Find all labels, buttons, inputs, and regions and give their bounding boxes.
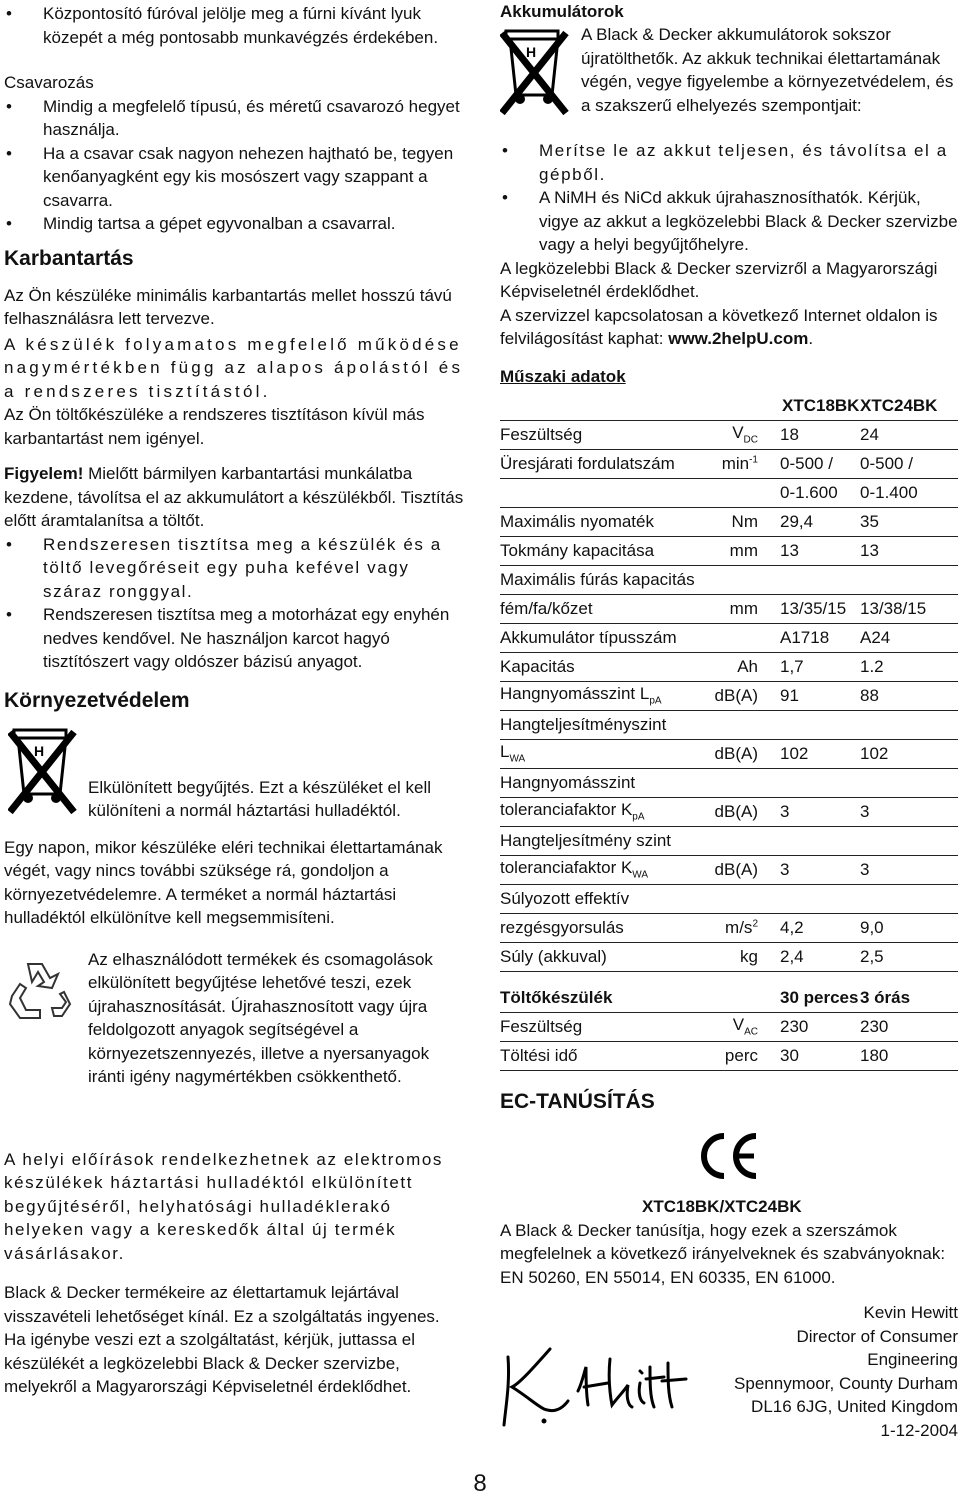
batteries-intro: A Black & Decker akkumulátorok sokszor újratölthetők. Az akkuk technikai élettartamának végén, vegye figyelembe a környezetvédelem, és a szakszerű elhelyezés szempontjait: [581,25,954,115]
ec-title: EC-TANÚSÍTÁS [500,1089,655,1113]
spec-row [500,652,958,681]
spec-unit [702,623,758,652]
spec-value [860,710,958,739]
service-url[interactable]: www.2helpU.com [668,329,809,348]
batteries-intro-block [500,23,958,127]
signatory-details: Kevin Hewitt Director of Consumer Engineering Spennymoor, County Durham DL16 6JG, United Kingdom 1-12-2004 [734,1303,958,1440]
spec-unit: $V_{AC}$ [702,1012,758,1041]
spec-value: 4,2 [780,913,860,942]
spec-unit [702,768,758,797]
separate-collection-block [4,722,464,826]
spec-unit [702,826,758,855]
environment-title: Környezetvédelem [4,688,190,712]
environment-paragraph: Black & Decker termékeire az élettartamuk lejártával visszavételi lehetőséget kínál. Ez a szolgáltatás ingyenes. Ha igénybe veszi ezt a szolgáltatást, kérjük, juttassa el készülékét a legközelebbi Black & Decker szervizbe, melyekről a Magyarországi Képviseletnél érdeklődhet. [4,1283,440,1396]
spec-value: 9,0 [860,913,958,942]
batteries-paragraph: A legközelebbi Black & Decker szervizről a Magyarországi Képviseletnél érdeklődhet. [500,258,938,301]
spec-value: 0-500 / [780,449,860,478]
spec-unit: mm [702,594,758,623]
charger-table [500,984,958,1071]
spec-value [860,826,958,855]
spec-value: 0-1.600 [780,478,860,507]
spec-value: 180 [860,1041,958,1070]
charger-header: 3 órás [860,984,958,1013]
spec-row [500,913,958,942]
battery-bullet: • Merítse le az akkut teljesen, és távolítsa el a gépből. [500,139,958,186]
warning-paragraph: Figyelem! Mielőtt bármilyen karbantartási munkálatba kezdene, távolítsa el az akkumulátort a készülékből. Tisztítás előtt áramtalanítsa a töltőt. [4,464,464,530]
spec-value: 30 [780,1041,860,1070]
batteries-title: Akkumulátorok [500,2,624,21]
spec-unit [702,478,758,507]
spec-value: 88 [860,681,958,710]
spec-value: 0-1.400 [860,478,958,507]
spec-value [780,768,860,797]
spec-row [500,797,958,826]
spec-value [780,565,860,594]
spec-unit [702,884,758,913]
crossed-bin-icon [8,724,78,820]
spec-unit: perc [702,1041,758,1070]
spec-row [500,1041,958,1070]
spec-value [780,826,860,855]
spec-row [500,942,958,971]
spec-label: Tokmány kapacitása [500,536,702,565]
recycle-text: Az elhasználódott termékek és csomagolások elkülönített begyűjtése lehetővé teszi, ezek újrahasznosítását. Újrahasznosított vagy újra feldolgozott anyagok segítségével a környezetszennyezés, illetve a nyersanyagok iránti igény nagymértékben csökkenthető. [88,949,433,1086]
spec-label: Töltési idő [500,1041,702,1070]
battery-bullet: • A NiMH és NiCd akkuk újrahasznosíthatók. Kérjük, vigye az akkut a legközelebbi Black & Decker szervizbe vagy a helyi begyűjtőhelyre. [500,186,958,257]
spec-label: toleranciafaktor $K_{pA}$ [500,797,702,826]
spec-row [500,884,958,913]
environment-paragraph: Egy napon, mikor készüléke eléri technikai élettartamának végét, vagy nincs további szüksége rá, gondoljon a környezetvédelemre. A terméket a normál háztartási hulladéktól elkülönítve kell megsemmisíteni. [4,837,443,927]
spec-row [500,536,958,565]
spec-value: 230 [780,1012,860,1041]
spec-row [500,768,958,797]
spec-label: Hangteljesítményszint [500,710,702,739]
spec-label: $L_{WA}$ [500,739,702,768]
spec-label: Feszültség [500,1012,702,1041]
charger-header-row [500,984,958,1013]
spec-row [500,710,958,739]
spec-value: 18 [780,420,860,449]
spec-unit: $\min^{-1}$ [702,449,758,478]
spec-label: Súlyozott effektív [500,884,702,913]
spec-label: Hangnyomásszint $L_{pA}$ [500,681,702,710]
maintenance-paragraph: A készülék folyamatos megfelelő működése nagymértékben függ az alapos ápolástól és a rendszeres tisztítástól. [4,334,464,401]
charger-body [500,1012,958,1070]
spec-value: 29,4 [780,507,860,536]
spec-label: Akkumulátor típusszám [500,623,702,652]
spec-value: 2,5 [860,942,958,971]
spec-label: Feszültség [500,420,702,449]
spec-value: 1,7 [780,652,860,681]
spec-value: 13/35/15 [780,594,860,623]
recycle-icon [6,958,74,1024]
ce-mark-icon [698,1131,758,1183]
spec-unit [702,710,758,739]
page-number: 8 [473,1470,487,1497]
maintenance-paragraph: Az Ön töltőkészüléke a rendszeres tisztításon kívül más karbantartást nem igényel. [4,405,425,448]
spec-row [500,594,958,623]
spec-label: fém/fa/kőzet [500,594,702,623]
specs-body [500,420,958,971]
spec-label: Hangnyomásszint [500,768,702,797]
batteries-paragraph: A szervizzel kapcsolatosan a következő Internet oldalon is felvilágosítást kaphat: www.2helpU.com. [500,305,938,348]
spec-value: 13/38/15 [860,594,958,623]
left-column [4,0,464,1399]
spec-label: toleranciafaktor $K_{WA}$ [500,855,702,884]
spec-value: 3 [780,855,860,884]
spec-value [860,768,958,797]
spec-row [500,1012,958,1041]
cleaning-bullet: • Rendszeresen tisztítsa meg a motorházat egy enyhén nedves kendővel. Ne használjon karcot hagyó tisztítószert vagy oldószer bázisú anyagot. [4,603,464,674]
spec-unit: Ah [702,652,758,681]
spec-label [500,478,702,507]
specs-title: Műszaki adatok [500,366,626,386]
model-header: XTC24BK [860,392,958,421]
separate-collection-text: Elkülönített begyűjtés. Ezt a készüléket el kell különíteni a normál háztartási hulladéktól. [88,777,432,820]
spec-unit: Nm [702,507,758,536]
spec-row [500,681,958,710]
maintenance-title: Karbantartás [4,246,134,270]
specs-header-row [500,392,958,421]
spec-unit: dB(A) [702,855,758,884]
spec-value: 24 [860,420,958,449]
spec-value: 13 [860,536,958,565]
drill-tip-bullet: • Központosító fúróval jelölje meg a fúrni kívánt lyuk közepét a még pontosabb munkavégzés érdekében. [4,2,464,49]
spec-row [500,478,958,507]
spec-row [500,826,958,855]
spec-row [500,623,958,652]
spec-unit: dB(A) [702,797,758,826]
spec-row [500,449,958,478]
spec-unit: $m/s^2$ [702,913,758,942]
screwing-heading: Csavarozás [4,73,94,92]
spec-value: 102 [780,739,860,768]
spec-label: Súly (akkuval) [500,942,702,971]
spec-value [860,884,958,913]
spec-label: rezgésgyorsulás [500,913,702,942]
screwing-bullet: • Ha a csavar csak nagyon nehezen hajtható be, tegyen kenőanyagként egy kis mosószert vagy szappant a csavarra. [4,142,464,213]
model-header: XTC18BK [780,392,860,421]
spec-row [500,420,958,449]
recycling-block [4,948,464,1140]
spec-value [780,884,860,913]
maintenance-paragraph: Az Ön készüléke minimális karbantartás mellet hosszú távú felhasználásra lett tervezve. [4,285,452,328]
spec-value: 0-500 / [860,449,958,478]
spec-unit: kg [702,942,758,971]
svg-text:H: H [34,742,45,759]
spec-label: Kapacitás [500,652,702,681]
charger-title: Töltőkészülék [500,984,702,1013]
screwing-bullet: • Mindig tartsa a gépet egyvonalban a csavarral. [4,212,464,236]
signature-block [500,1301,958,1491]
spec-unit: dB(A) [702,739,758,768]
spec-row [500,565,958,594]
spec-label: Üresjárati fordulatszám [500,449,702,478]
spec-value: A24 [860,623,958,652]
spec-unit: mm [702,536,758,565]
declaration-text: A Black & Decker tanúsítja, hogy ezek a szerszámok megfelelnek a következő irányelveknek és szabványoknak: EN 50260, EN 55014, EN 60335, EN 61000. [500,1220,946,1287]
spec-row [500,739,958,768]
spec-value: 2,4 [780,942,860,971]
spec-value: 3 [860,797,958,826]
specs-table [500,392,958,972]
spec-row [500,507,958,536]
charger-header: 30 perces [780,984,860,1013]
crossed-bin-icon [500,25,570,121]
spec-value: 1.2 [860,652,958,681]
spec-label: Hangteljesítmény szint [500,826,702,855]
spec-value: 91 [780,681,860,710]
spec-unit: $V_{DC}$ [702,420,758,449]
screwing-bullet: • Mindig a megfelelő típusú, és méretű csavarozó hegyet használja. [4,95,464,142]
right-column [500,0,958,1491]
spec-value: 230 [860,1012,958,1041]
svg-text:H: H [526,44,537,60]
cleaning-bullet: • Rendszeresen tisztítsa meg a készülék és a töltő levegőréseit egy puha kefével vagy száraz ronggyal. [4,533,464,604]
spec-value [860,565,958,594]
spec-value: A1718 [780,623,860,652]
spec-value: 3 [780,797,860,826]
spec-unit: dB(A) [702,681,758,710]
spec-value: 13 [780,536,860,565]
spec-row [500,855,958,884]
signature-image [500,1343,700,1433]
spec-value: 35 [860,507,958,536]
spec-label: Maximális nyomaték [500,507,702,536]
spec-value: 102 [860,739,958,768]
environment-paragraph: A helyi előírások rendelkezhetnek az elektromos készülékek háztartási hulladéktól elkülönített begyűjtéséről, helyhatósági hulladéklerakó helyeken vagy a kereskedők által új termék vásárlásakor. [4,1149,444,1263]
spec-label: Maximális fúrás kapacitás [500,565,702,594]
spec-unit [702,565,758,594]
spec-value: 3 [860,855,958,884]
spec-value [780,710,860,739]
model-line: XTC18BK/XTC24BK [642,1196,802,1216]
